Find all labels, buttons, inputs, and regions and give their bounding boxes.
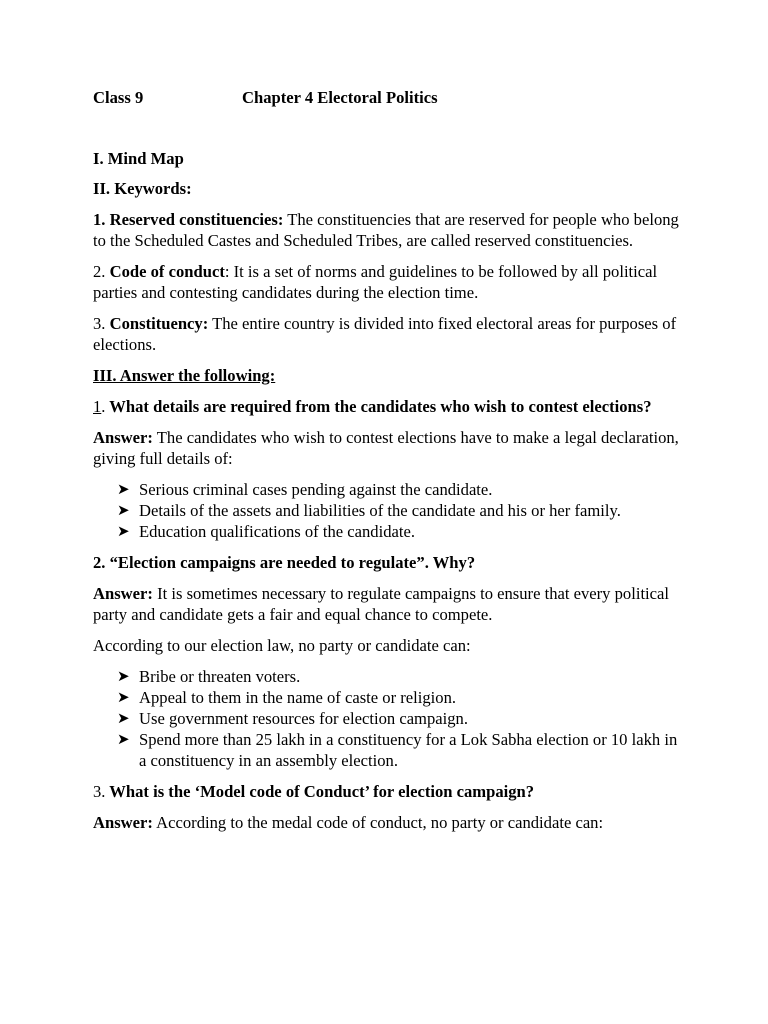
answer-label: Answer:	[93, 813, 153, 832]
keyword-term: Reserved constituencies:	[109, 210, 284, 229]
question-2	[93, 552, 683, 573]
answer-1	[93, 427, 683, 469]
document-header	[93, 87, 683, 108]
answer-label: Answer:	[93, 428, 153, 447]
arrowhead-icon: ➤	[117, 730, 130, 748]
arrowhead-icon: ➤	[117, 709, 130, 727]
question-text: What details are required from the candidates who wish to contest elections?	[105, 397, 652, 416]
keyword-item	[93, 261, 683, 303]
answer-text: The candidates who wish to contest elections have to make a legal declaration, giving full details of:	[93, 428, 679, 468]
list-item: ➤ Serious criminal cases pending against the candidate.	[117, 480, 493, 499]
question-1	[93, 396, 683, 417]
arrowhead-icon: ➤	[117, 688, 130, 706]
question-text: “Election campaigns are needed to regulate”. Why?	[105, 553, 476, 572]
keyword-item	[93, 313, 683, 355]
question-number: 2.	[93, 553, 106, 572]
answer-2-extra: According to our election law, no party or candidate can:	[93, 636, 471, 655]
arrowhead-icon: ➤	[117, 522, 130, 540]
answer-label: Answer:	[93, 584, 153, 603]
list-item: ➤ Bribe or threaten voters.	[117, 667, 301, 686]
answer-text: According to the medal code of conduct, no party or candidate can:	[152, 813, 604, 832]
section-mind-map: I. Mind Map	[93, 149, 184, 168]
list-item: ➤ Education qualifications of the candidate.	[117, 522, 416, 541]
list-item: ➤ Details of the assets and liabilities of the candidate and his or her family.	[117, 501, 621, 520]
section-answer-following: III. Answer the following:	[93, 366, 276, 385]
keyword-number: 2.	[93, 262, 106, 281]
list-item: ➤ Spend more than 25 lakh in a constituency for a Lok Sabha election or 10 lakh in a constituency in an assembly election.	[117, 730, 678, 770]
keyword-number: 1.	[93, 210, 106, 229]
keyword-definition: The constituencies that are reserved for people who belong to the Scheduled Castes and Scheduled Tribes, are called reserved constituencies.	[93, 210, 679, 250]
class-label: Class 9	[93, 88, 144, 107]
question-text: What is the ‘Model code of Conduct’ for election campaign?	[105, 782, 535, 801]
document-page	[93, 87, 683, 833]
question-number-suffix: .	[101, 397, 106, 416]
arrowhead-icon: ➤	[117, 480, 130, 498]
list-item: ➤ Appeal to them in the name of caste or religion.	[117, 688, 457, 707]
question-3	[93, 781, 683, 802]
keyword-item	[93, 209, 683, 251]
section-keywords: II. Keywords:	[93, 179, 192, 198]
answer-1-bullet-list	[93, 479, 683, 542]
keyword-term: Code of conduct	[109, 262, 225, 281]
arrowhead-icon: ➤	[117, 667, 130, 685]
answer-text: It is sometimes necessary to regulate campaigns to ensure that every political party and candidate gets a fair and equal chance to compete.	[93, 584, 670, 624]
arrowhead-icon: ➤	[117, 501, 130, 519]
answer-3	[93, 812, 683, 833]
question-number: 1	[93, 397, 102, 416]
keyword-term: Constituency:	[109, 314, 209, 333]
list-item: ➤ Use government resources for election campaign.	[117, 709, 468, 728]
question-number: 3.	[93, 782, 106, 801]
chapter-title: Chapter 4 Electoral Politics	[242, 88, 438, 107]
keyword-number: 3.	[93, 314, 106, 333]
answer-2	[93, 583, 683, 625]
answer-2-bullet-list	[93, 666, 683, 771]
keyword-definition: : It is a set of norms and guidelines to be followed by all political parties and contesting candidates during the election time.	[93, 262, 658, 302]
keyword-definition: The entire country is divided into fixed electoral areas for purposes of elections.	[93, 314, 677, 354]
